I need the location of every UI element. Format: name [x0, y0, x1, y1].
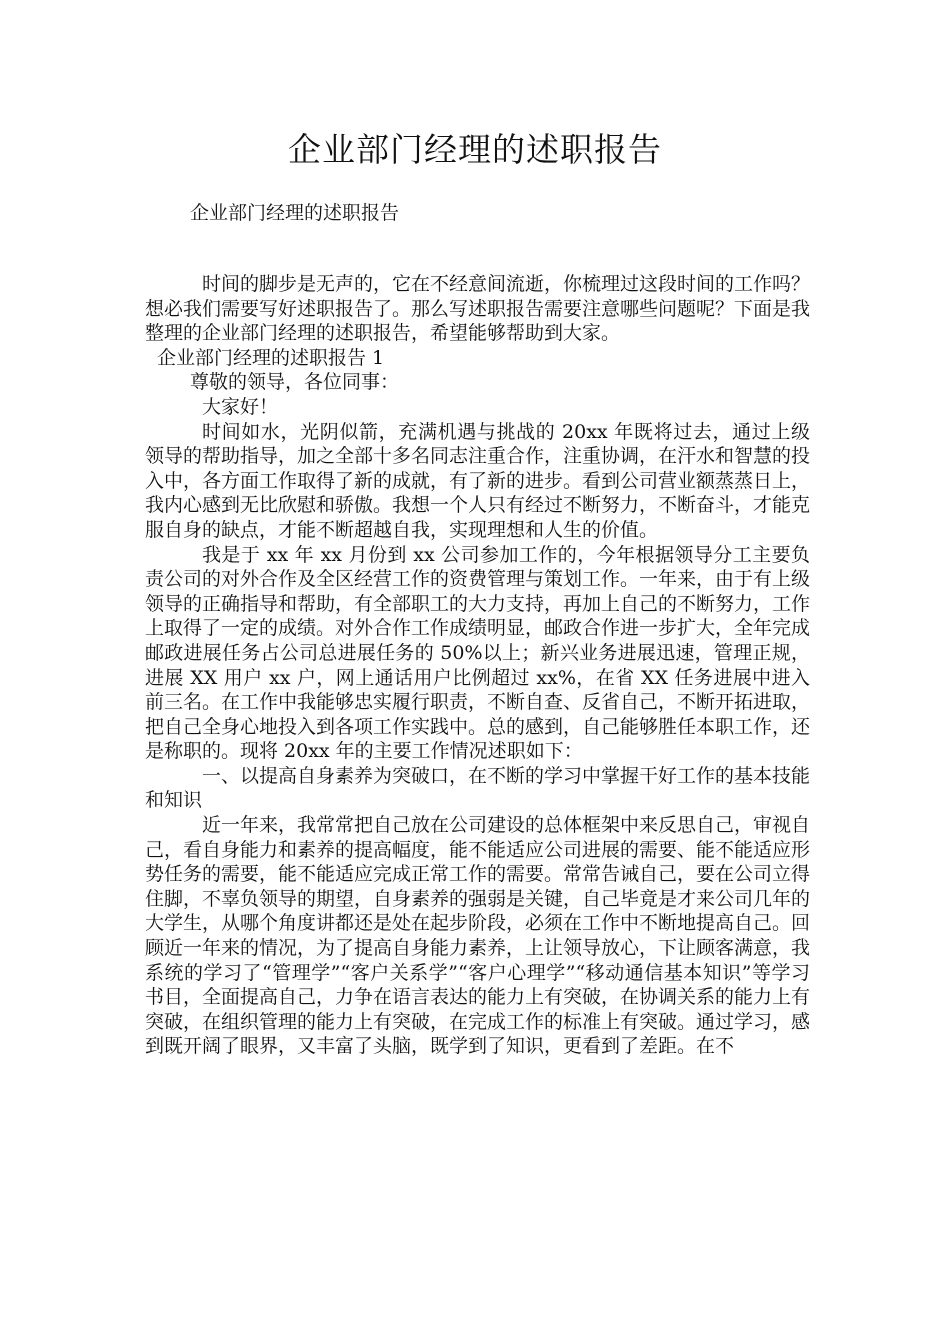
body-paragraph: 近一年来，我常常把自己放在公司建设的总体框架中来反思自己，审视自己，看自身能力和素养的提高幅度，能不能适应公司进展的需要、能不能适应形势任务的需要，能不能适应完成正常工作的需要。常常告诫自己，要在公司立得住脚，不辜负领导的期望，自身素养的强弱是关键，自己毕竟是才来公司几年的大学生，从哪个角度讲都还是处在起步阶段，必须在工作中不断地提高自己。回顾近一年来的情况，为了提高自身能力素养，上让领导放心，下让顾客满意，我系统的学习了“管理学”“客户关系学”“客户心理学”“移动通信基本知识”等学习书目，全面提高自己，力争在语言表达的能力上有突破，在协调关系的能力上有突破，在组织管理的能力上有突破，在完成工作的标准上有突破。通过学习，感到既开阔了眼界，又丰富了头脑，既学到了知识，更看到了差距。在不 [145, 814, 811, 1058]
greeting: 大家好！ [202, 395, 279, 418]
document-body [145, 272, 810, 1059]
subsection-heading: 一、以提高自身素养为突破口，在不断的学习中掌握干好工作的基本技能和知识 [145, 764, 811, 812]
salutation: 尊敬的领导，各位同事： [190, 371, 400, 394]
intro-paragraph: 时间的脚步是无声的，它在不经意间流逝，你梳理过这段时间的工作吗？想必我们需要写好述职报告了。那么写述职报告需要注意哪些问题呢？下面是我整理的企业部门经理的述职报告，希望能够帮助到大家。 [145, 273, 811, 345]
document-subtitle: 企业部门经理的述职报告 [190, 202, 400, 224]
body-paragraph: 我是于 xx 年 xx 月份到 xx 公司参加工作的，今年根据领导分工主要负责公司的对外合作及全区经营工作的资费管理与策划工作。一年来，由于有上级领导的正确指导和帮助，有全部职工的大力支持，再加上自己的不断努力，工作上取得了一定的成绩。对外合作工作成绩明显，邮政合作进一步扩大，全年完成邮政进展任务占公司总进展任务的 50%以上；新兴业务进展迅速，管理正规，进展 XX 用户 xx 户，网上通话用户比例超过 xx%，在省 XX 任务进展中进入前三名。在工作中我能够忠实履行职责，不断自查、反省自己，不断开拓进取，把自己全身心地投入到各项工作实践中。总的感到，自己能够胜任本职工作，还是称职的。现将 20xx 年的主要工作情况述职如下： [145, 543, 811, 763]
section-heading: 企业部门经理的述职报告 1 [157, 346, 385, 369]
document-title: 企业部门经理的述职报告 [288, 130, 662, 169]
body-paragraph: 时间如水，光阴似箭，充满机遇与挑战的 20xx 年既将过去，通过上级领导的帮助指导，加之全部十多名同志注重合作，注重协调，在汗水和智慧的投入中，各方面工作取得了新的成就，有了新的进步。看到公司营业额蒸蒸日上，我内心感到无比欣慰和骄傲。我想一个人只有经过不断努力，不断奋斗，才能克服自身的缺点，才能不断超越自我，实现理想和人生的价值。 [145, 420, 811, 541]
